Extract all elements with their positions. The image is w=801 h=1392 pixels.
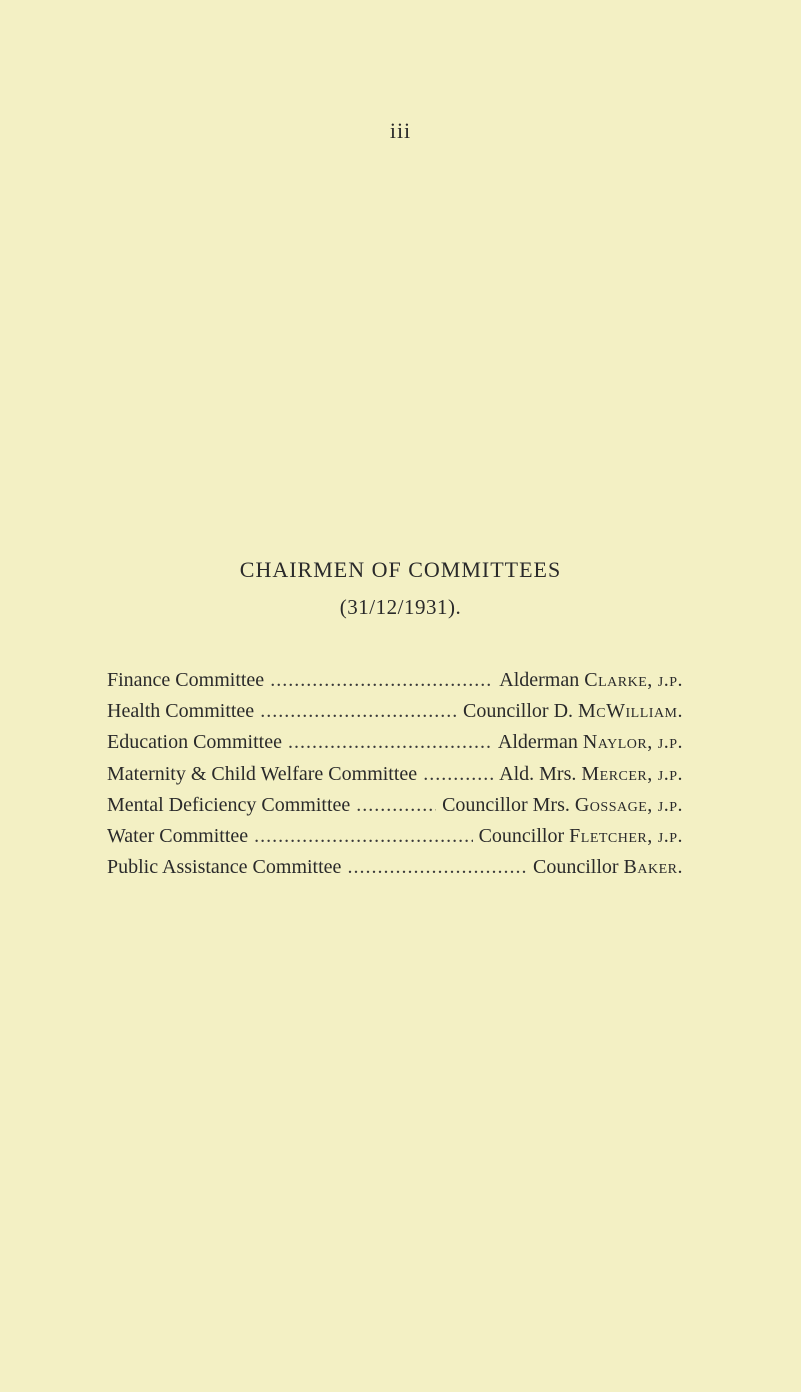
page-title: CHAIRMEN OF COMMITTEES: [239, 557, 562, 582]
chairman: [498, 731, 683, 754]
chairman-title: Alderman: [499, 669, 580, 691]
page-number: iii: [389, 118, 412, 143]
chairman-honour: j.p.: [657, 824, 683, 847]
list-item: [107, 763, 683, 794]
dot-leader: [288, 731, 492, 754]
chairman-surname: Gossage,: [574, 793, 653, 816]
chairman-title: Councillor D.: [463, 700, 574, 723]
list-item: [107, 731, 683, 762]
chairman: [463, 700, 683, 723]
chairman-surname: Baker.: [623, 856, 683, 879]
chairman-surname: Naylor,: [582, 731, 653, 754]
chairman-honour: j.p.: [657, 669, 683, 691]
dot-leader: [356, 794, 436, 817]
chairman: [533, 856, 683, 879]
chairman-surname: Fletcher,: [569, 824, 653, 847]
chairman-honour: j.p.: [657, 762, 683, 785]
chairman-surname: Clarke,: [584, 669, 653, 691]
chairman-surname: McWilliam.: [578, 700, 683, 723]
list-item: [107, 669, 683, 700]
committee-name: Education Committee: [107, 731, 282, 754]
dot-leader: [423, 763, 493, 786]
chairman: [499, 669, 683, 692]
chairman-title: Councillor: [478, 824, 565, 847]
committee-name: Public Assistance Committee: [107, 856, 342, 879]
chairman-title: Ald. Mrs.: [499, 762, 577, 785]
chairman-honour: j.p.: [657, 793, 683, 816]
chairman-title: Alderman: [497, 731, 578, 754]
committee-chairmen-list: [107, 669, 683, 887]
chairman-surname: Mercer,: [581, 762, 653, 785]
chairman-honour: j.p.: [657, 731, 683, 754]
dot-leader: [347, 856, 527, 879]
date-subtitle: (31/12/1931).: [339, 595, 462, 619]
dot-leader: [254, 825, 472, 848]
chairman: [479, 825, 683, 848]
committee-name: Water Committee: [107, 824, 249, 847]
chairman-title: Councillor Mrs.: [442, 793, 570, 816]
dot-leader: [260, 700, 457, 723]
committee-name: Health Committee: [107, 700, 255, 723]
list-item: [107, 794, 683, 825]
dot-leader: [270, 669, 493, 692]
committee-name: Finance Committee: [107, 669, 265, 691]
committee-name: Maternity & Child Welfare Committee: [107, 762, 418, 785]
chairman: [442, 794, 683, 817]
list-item: [107, 825, 683, 856]
list-item: [107, 856, 683, 887]
chairman-title: Councillor: [533, 856, 619, 879]
chairman: [499, 763, 683, 786]
committee-name: Mental Deficiency Committee: [107, 793, 351, 816]
list-item: [107, 700, 683, 731]
